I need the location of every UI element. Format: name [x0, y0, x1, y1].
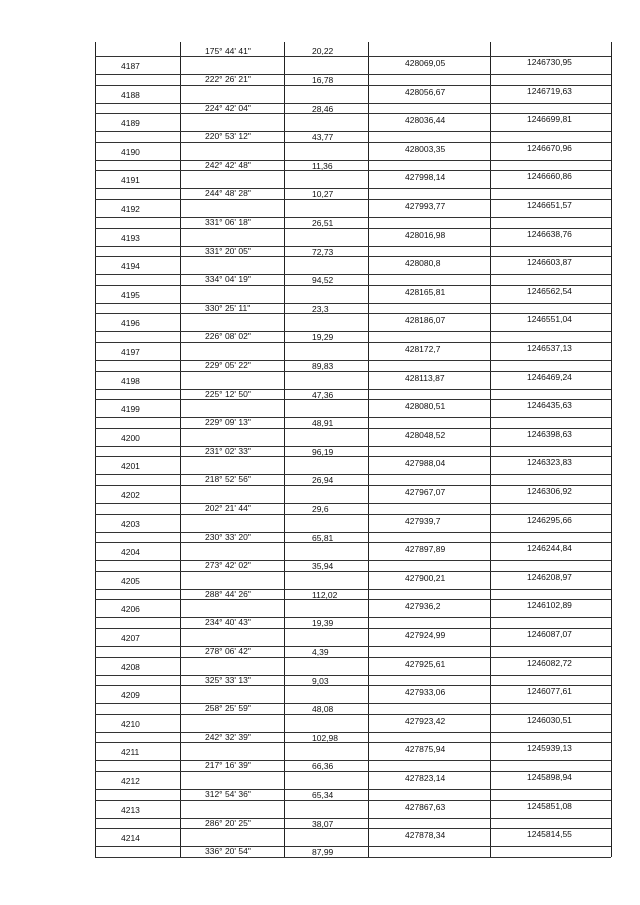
- row-divider: [95, 760, 611, 761]
- length-cell: 48,91: [312, 418, 334, 429]
- angle-cell: 225° 12' 50": [205, 388, 251, 399]
- angle-cell: 234° 40' 43": [205, 617, 251, 628]
- length-cell: 29,6: [312, 504, 329, 514]
- length-cell: 72,73: [312, 246, 334, 257]
- coordinate-y: 1246082,72: [527, 657, 572, 668]
- row-divider: [95, 617, 611, 618]
- angle-cell: 278° 06' 42": [205, 646, 251, 656]
- row-divider: [95, 274, 611, 275]
- row-divider: [95, 532, 611, 533]
- coordinate-x: 428003,35: [405, 143, 446, 154]
- table-row-point: 4210: [121, 718, 140, 729]
- length-cell: 89,83: [312, 361, 334, 371]
- coordinate-y: 1246295,66: [527, 514, 572, 525]
- coordinate-y: 1245939,13: [527, 743, 572, 754]
- length-cell: 66,36: [312, 761, 334, 772]
- coordinate-x: 427900,21: [405, 572, 446, 583]
- table-row-point: 4194: [121, 261, 140, 272]
- column-divider: [611, 42, 612, 857]
- coordinate-x: 428080,51: [405, 401, 446, 412]
- table-row-point: 4212: [121, 776, 140, 786]
- row-divider: [95, 389, 611, 390]
- coordinate-y: 1246102,89: [527, 600, 572, 611]
- row-divider: [95, 789, 611, 790]
- coordinate-y: 1246660,86: [527, 171, 572, 182]
- coordinate-x: 428016,98: [405, 229, 446, 240]
- table-row-point: 4189: [121, 118, 140, 129]
- column-divider: [490, 42, 491, 857]
- length-cell: 102,98: [312, 732, 338, 743]
- table-row-point: 4213: [121, 804, 140, 815]
- row-divider: [95, 474, 611, 475]
- coordinate-y: 1246638,76: [527, 228, 572, 239]
- angle-cell: 273° 42' 02": [205, 560, 251, 571]
- row-divider: [95, 589, 611, 590]
- coordinate-x: 427936,2: [405, 601, 441, 612]
- angle-cell: 312° 54' 36": [205, 789, 251, 799]
- table-row-point: 4214: [121, 833, 140, 844]
- table-row-point: 4200: [121, 432, 140, 443]
- row-divider: [95, 818, 611, 819]
- coordinate-y: 1246469,24: [527, 371, 572, 382]
- length-cell: 38,07: [312, 818, 334, 829]
- table-row-point: 4196: [121, 318, 140, 329]
- length-cell: 47,36: [312, 389, 334, 400]
- coordinate-x: 428048,52: [405, 429, 446, 440]
- coordinate-y: 1246670,96: [527, 142, 572, 153]
- coordinate-x: 427867,63: [405, 801, 446, 812]
- table-row-point: 4199: [121, 404, 140, 415]
- coordinate-x: 427993,77: [405, 201, 446, 211]
- coordinate-y: 1246087,07: [527, 629, 572, 639]
- table-row-point: 4201: [121, 461, 140, 472]
- row-divider: [95, 103, 611, 104]
- angle-cell: 331° 06' 18": [205, 217, 251, 227]
- angle-cell: 202° 21' 44": [205, 503, 251, 513]
- table-row-point: 4206: [121, 604, 140, 615]
- coordinate-x: 428080,8: [405, 258, 441, 269]
- table-row-point: 4192: [121, 204, 140, 214]
- coordinate-x: 428186,07: [405, 315, 446, 326]
- length-cell: 16,78: [312, 75, 334, 85]
- coordinate-y: 1246306,92: [527, 486, 572, 496]
- length-cell: 35,94: [312, 561, 334, 572]
- coordinate-x: 427988,04: [405, 458, 446, 469]
- column-divider: [95, 42, 96, 857]
- row-divider: [95, 417, 611, 418]
- coordinate-x: 427924,99: [405, 630, 446, 640]
- length-cell: 10,27: [312, 189, 334, 200]
- angle-cell: 244° 48' 28": [205, 188, 251, 199]
- coordinate-y: 1246208,97: [527, 571, 572, 582]
- angle-cell: 325° 33' 13": [205, 674, 251, 685]
- coordinate-y: 1246603,87: [527, 257, 572, 268]
- row-divider: [95, 331, 611, 332]
- length-cell: 20,22: [312, 46, 334, 56]
- row-divider: [95, 446, 611, 447]
- row-divider: [95, 160, 611, 161]
- row-divider: [95, 74, 611, 75]
- length-cell: 26,51: [312, 218, 334, 228]
- angle-cell: 220° 53' 12": [205, 131, 251, 142]
- row-divider: [95, 703, 611, 704]
- length-cell: 43,77: [312, 132, 334, 143]
- coordinate-y: 1246323,83: [527, 457, 572, 468]
- coordinate-y: 1246398,63: [527, 428, 572, 439]
- angle-cell: 226° 08' 02": [205, 331, 251, 342]
- coordinate-y: 1246030,51: [527, 714, 572, 725]
- coordinate-y: 1246651,57: [527, 200, 572, 210]
- coordinate-y: 1245814,55: [527, 829, 572, 840]
- table-row-point: 4188: [121, 89, 140, 100]
- coordinate-x: 428056,67: [405, 86, 446, 97]
- length-cell: 11,36: [312, 160, 333, 171]
- coordinate-y: 1246077,61: [527, 686, 572, 697]
- coordinate-y: 1246244,84: [527, 543, 572, 554]
- length-cell: 94,52: [312, 275, 334, 286]
- row-divider: [95, 560, 611, 561]
- coordinate-y: 1246551,04: [527, 314, 572, 325]
- row-divider: [95, 675, 611, 676]
- coordinate-x: 428165,81: [405, 286, 446, 297]
- table-row-point: 4197: [121, 347, 140, 357]
- table-row-point: 4205: [121, 575, 140, 586]
- row-divider: [95, 188, 611, 189]
- angle-cell: 331° 20' 05": [205, 245, 251, 256]
- coordinate-y: 1246562,54: [527, 285, 572, 296]
- coordinate-y: 1246719,63: [527, 85, 572, 96]
- coordinate-x: 427933,06: [405, 687, 446, 698]
- coordinate-y: 1246537,13: [527, 343, 572, 353]
- angle-cell: 334° 04' 19": [205, 274, 251, 285]
- coordinate-x: 427939,7: [405, 515, 441, 526]
- coordinate-y: 1245898,94: [527, 772, 572, 782]
- angle-cell: 229° 05' 22": [205, 360, 251, 370]
- angle-cell: 231° 02' 33": [205, 445, 251, 456]
- table-row-point: 4203: [121, 518, 140, 529]
- length-cell: 112,02: [312, 589, 338, 600]
- length-cell: 23,3: [312, 303, 329, 314]
- table-row-point: 4202: [121, 490, 140, 500]
- angle-cell: 229° 09' 13": [205, 417, 251, 428]
- length-cell: 65,34: [312, 790, 334, 800]
- coordinate-x: 427925,61: [405, 658, 446, 669]
- table-row-point: 4208: [121, 661, 140, 672]
- angle-cell: 217° 16' 39": [205, 760, 251, 771]
- table-row-point: 4191: [121, 175, 140, 186]
- length-cell: 19,39: [312, 618, 334, 629]
- coordinate-y: 1246435,63: [527, 400, 572, 411]
- angle-cell: 230° 33' 20": [205, 531, 251, 542]
- angle-cell: 286° 20' 25": [205, 817, 251, 828]
- row-divider: [95, 246, 611, 247]
- length-cell: 26,94: [312, 475, 334, 486]
- row-divider: [95, 503, 611, 504]
- coordinate-x: 428172,7: [405, 344, 441, 354]
- coordinate-x: 427823,14: [405, 773, 446, 783]
- coordinate-x: 427923,42: [405, 715, 446, 726]
- coordinate-x: 427897,89: [405, 544, 446, 555]
- coordinate-y: 1246730,95: [527, 57, 572, 67]
- angle-cell: 218° 52' 56": [205, 474, 251, 485]
- row-divider: [95, 732, 611, 733]
- coordinate-y: 1245851,08: [527, 800, 572, 811]
- column-divider: [368, 42, 369, 857]
- angle-cell: 288° 44' 26": [205, 588, 251, 599]
- coordinate-x: 427875,94: [405, 744, 446, 755]
- angle-cell: 258° 25' 59": [205, 703, 251, 714]
- table-row-point: 4207: [121, 633, 140, 643]
- row-divider: [95, 846, 611, 847]
- table-row-point: 4187: [121, 61, 140, 71]
- length-cell: 96,19: [312, 446, 334, 457]
- length-cell: 4,39: [312, 647, 329, 657]
- coordinate-x: 427878,34: [405, 830, 446, 841]
- length-cell: 48,08: [312, 704, 334, 715]
- row-divider: [95, 303, 611, 304]
- column-divider: [180, 42, 181, 857]
- length-cell: 9,03: [312, 675, 329, 686]
- coordinate-x: 427998,14: [405, 172, 446, 183]
- angle-cell: 336° 20' 54": [205, 846, 251, 857]
- row-divider: [95, 646, 611, 647]
- column-divider: [284, 42, 285, 857]
- coordinate-y: 1246699,81: [527, 114, 572, 125]
- table-row-point: 4195: [121, 289, 140, 300]
- angle-cell: 175° 44' 41": [205, 46, 251, 56]
- coordinate-x: 428036,44: [405, 115, 446, 126]
- angle-cell: 222° 26' 21": [205, 74, 251, 84]
- table-row-point: 4204: [121, 547, 140, 558]
- angle-cell: 242° 42' 48": [205, 159, 251, 170]
- coordinate-x: 428113,87: [405, 372, 445, 383]
- length-cell: 28,46: [312, 103, 334, 114]
- coordinate-x: 427967,07: [405, 487, 446, 497]
- angle-cell: 242° 32' 39": [205, 731, 251, 742]
- length-cell: 87,99: [312, 847, 334, 858]
- table-row-point: 4193: [121, 232, 140, 243]
- table-row-point: 4198: [121, 375, 140, 386]
- table-row-point: 4190: [121, 146, 140, 157]
- table-row-point: 4211: [121, 747, 140, 758]
- row-divider: [95, 857, 611, 858]
- row-divider: [95, 131, 611, 132]
- row-divider: [95, 217, 611, 218]
- angle-cell: 224° 42' 04": [205, 102, 251, 113]
- angle-cell: 330° 25' 11": [205, 302, 251, 313]
- length-cell: 65,81: [312, 532, 334, 543]
- length-cell: 19,29: [312, 332, 334, 343]
- row-divider: [95, 360, 611, 361]
- coordinate-x: 428069,05: [405, 58, 446, 68]
- table-row-point: 4209: [121, 690, 140, 701]
